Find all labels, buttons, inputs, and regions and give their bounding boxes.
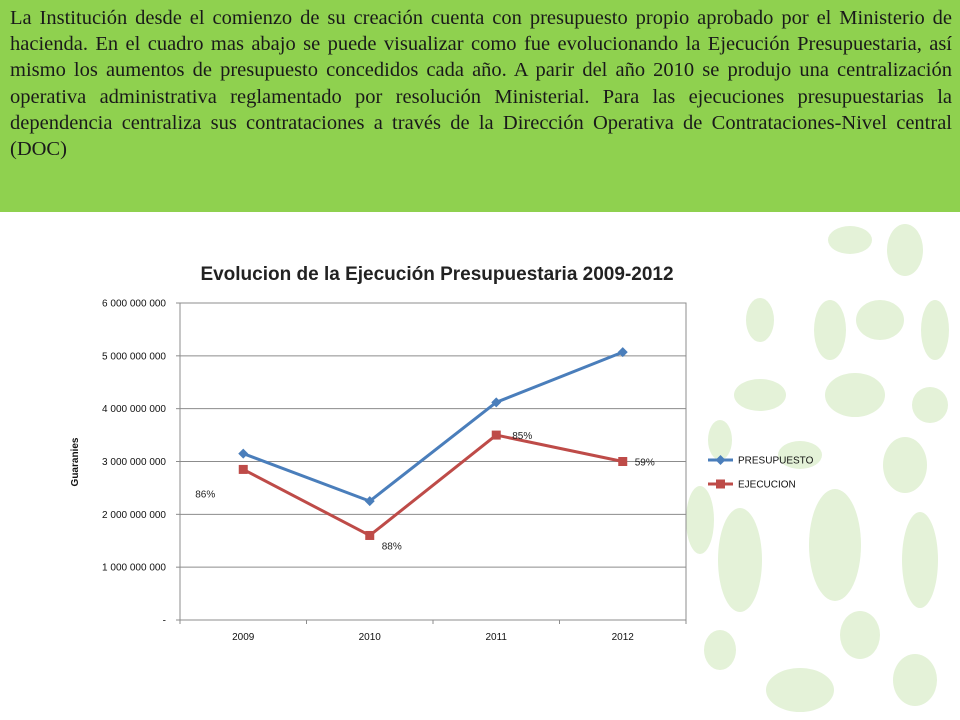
data-point-ejecucion bbox=[365, 531, 374, 540]
y-axis-label: Guaranies bbox=[70, 437, 81, 487]
legend bbox=[708, 455, 814, 491]
legend-marker-presupuesto bbox=[716, 455, 726, 465]
y-tick-label: - bbox=[162, 615, 166, 627]
y-tick-label: 2 000 000 000 bbox=[102, 509, 166, 521]
data-point-ejecucion bbox=[492, 431, 501, 440]
data-point-ejecucion bbox=[239, 465, 248, 474]
data-point-ejecucion bbox=[618, 457, 627, 466]
data-label: 59% bbox=[634, 457, 655, 469]
legend-label-presupuesto: PRESUPUESTO bbox=[738, 455, 814, 467]
legend-marker-ejecucion bbox=[716, 480, 725, 489]
series-layer bbox=[238, 347, 628, 540]
x-tick-label: 2010 bbox=[358, 632, 381, 643]
series-line-presupuesto bbox=[243, 352, 623, 501]
data-label: 85% bbox=[512, 431, 533, 443]
intro-paragraph: La Institución desde el comienzo de su creación cuenta con presupuesto propio aprobado por el Ministerio de hacienda. En el cuadro mas abajo se puede visualizar como fue evolucionando la Ejecución Presupuestaria, así mismo los aumentos de presupuesto concedidos cada año. A parir del año 2010 se produjo una centralización operativa administrativa reglamentado por resolución Ministerial. Para las ejecuciones presupuestarias la dependencia centraliza sus contrataciones a través de la Dirección Operativa de Contrataciones-Nivel central (DOC) bbox=[0, 0, 960, 212]
data-label: 88% bbox=[381, 541, 402, 553]
y-tick-label: 6 000 000 000 bbox=[102, 298, 166, 310]
chart-title: Evolucion de la Ejecución Presupuestaria 2009-2012 bbox=[200, 264, 674, 285]
axes bbox=[102, 299, 686, 644]
x-tick-label: 2012 bbox=[611, 632, 634, 643]
x-tick-label: 2011 bbox=[485, 632, 508, 643]
y-tick-label: 5 000 000 000 bbox=[102, 351, 166, 363]
x-tick-label: 2009 bbox=[232, 632, 255, 643]
y-tick-label: 4 000 000 000 bbox=[102, 404, 166, 416]
data-label: 86% bbox=[195, 489, 216, 501]
data-point-presupuesto bbox=[238, 449, 248, 459]
legend-label-ejecucion: EJECUCION bbox=[738, 479, 796, 491]
gridlines bbox=[180, 303, 686, 620]
y-tick-label: 3 000 000 000 bbox=[102, 457, 166, 468]
y-tick-label: 1 000 000 000 bbox=[102, 562, 166, 574]
